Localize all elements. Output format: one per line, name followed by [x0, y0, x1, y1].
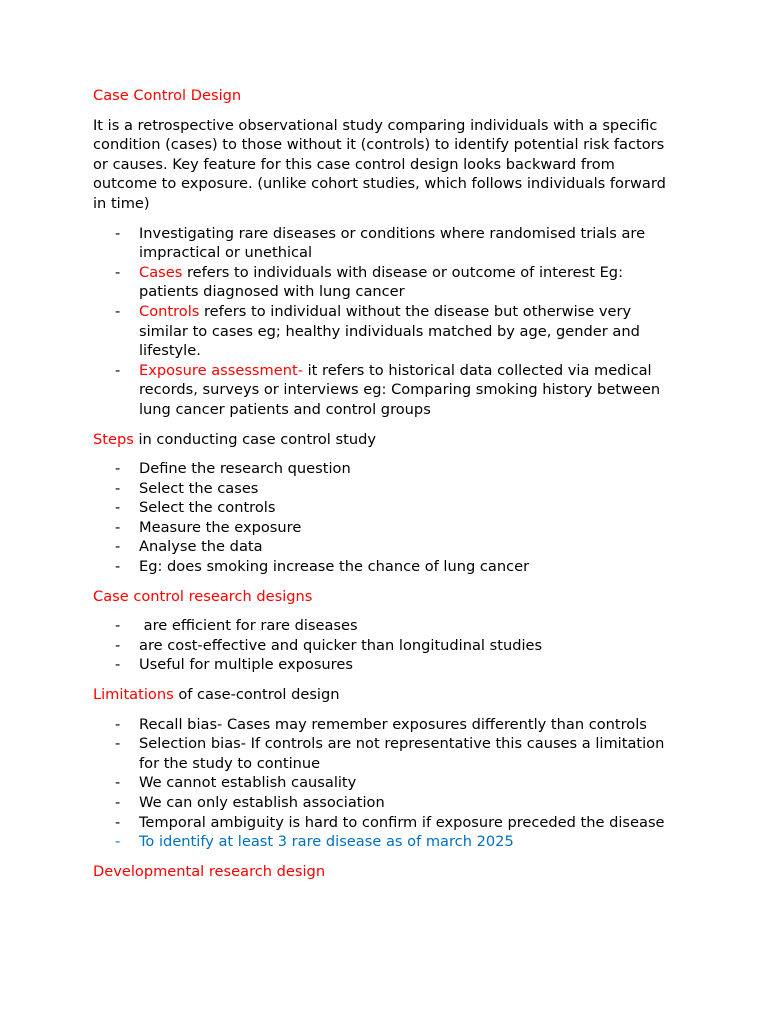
term-exposure-assessment: Exposure assessment- [139, 361, 303, 379]
list-item [93, 498, 683, 518]
dash-marker: - [115, 735, 121, 753]
dash-marker: - [115, 774, 121, 792]
designs-list [93, 616, 683, 675]
dash-marker: - [115, 813, 121, 831]
features-list [93, 224, 683, 420]
heading-limitations [93, 685, 683, 705]
list-item [93, 655, 683, 675]
list-item [93, 636, 683, 656]
item-text: Select the cases [139, 479, 259, 497]
list-item [93, 734, 683, 773]
list-item-note [93, 832, 683, 852]
list-item [93, 773, 683, 793]
item-text: are cost-effective and quicker than longitudinal studies [139, 636, 543, 654]
heading-case-control-research-designs: Case control research designs [93, 587, 313, 605]
item-text: refers to individual without the disease but otherwise very similar to cases eg; healthy individuals matched by age, gender and lifestyle. [139, 302, 640, 360]
dash-marker: - [115, 460, 121, 478]
item-text: Analyse the data [139, 538, 263, 556]
heading-case-control-design: Case Control Design [93, 87, 242, 104]
dash-marker: - [115, 656, 121, 674]
list-item [93, 224, 683, 263]
list-item [93, 813, 683, 833]
list-item [93, 459, 683, 479]
item-text: Define the research question [139, 460, 351, 478]
item-text: Eg: does smoking increase the chance of lung cancer [139, 558, 530, 576]
dash-marker: - [115, 715, 121, 733]
item-text: refers to individuals with disease or outcome of interest Eg: patients diagnosed with lung cancer [139, 263, 623, 301]
list-item [93, 263, 683, 302]
list-item [93, 715, 683, 735]
dash-marker: - [115, 617, 121, 635]
list-item [93, 302, 683, 361]
item-text: are efficient for rare diseases [139, 617, 358, 635]
item-text: Recall bias- Cases may remember exposures differently than controls [139, 715, 647, 733]
item-text: Selection bias- If controls are not representative this causes a limitation for the study to continue [139, 735, 665, 772]
dash-marker: - [115, 302, 121, 320]
limitations-heading-red: Limitations [93, 686, 174, 704]
intro-paragraph: It is a retrospective observational study comparing individuals with a specific condition (cases) to those without it (controls) to identify potential risk factors or causes. Key feature for this case control design looks backward from outcome to exposure. (unlike cohort studies, which follows individuals forward in time) [93, 116, 666, 212]
dash-marker: - [115, 636, 121, 654]
item-text: Temporal ambiguity is hard to confirm if exposure preceded the disease [139, 813, 665, 831]
dash-marker: - [115, 361, 121, 379]
term-controls: Controls [139, 302, 200, 320]
dash-marker: - [115, 263, 121, 281]
heading-steps [93, 430, 683, 450]
item-text: it refers to historical data collected via medical records, surveys or interviews eg: Comparing smoking history between lung cancer patients and control groups [139, 361, 661, 418]
item-text: Investigating rare diseases or conditions where randomised trials are impractical or unethical [139, 224, 646, 262]
list-item [93, 793, 683, 813]
list-item [93, 557, 683, 577]
dash-marker: - [115, 479, 121, 497]
heading-developmental-research-design: Developmental research design [93, 862, 326, 880]
item-text: Select the controls [139, 499, 276, 517]
steps-heading-text: in conducting case control study [133, 430, 376, 448]
list-item [93, 479, 683, 499]
list-item [93, 537, 683, 557]
item-text: Measure the exposure [139, 518, 302, 536]
item-text: We cannot establish causality [139, 774, 357, 792]
list-item [93, 616, 683, 636]
item-text: We can only establish association [139, 794, 385, 811]
dash-marker: - [115, 518, 121, 536]
term-cases: Cases [139, 263, 183, 281]
dash-marker: - [115, 833, 121, 851]
steps-list [93, 459, 683, 577]
list-item [93, 361, 683, 420]
limitations-heading-text: of case-control design [173, 686, 340, 704]
document-page [93, 86, 683, 881]
item-text: Useful for multiple exposures [139, 656, 353, 674]
list-item [93, 518, 683, 538]
dash-marker: - [115, 538, 121, 556]
dash-marker: - [115, 499, 121, 517]
steps-heading-red: Steps [93, 430, 134, 448]
dash-marker: - [115, 558, 121, 576]
dash-marker: - [115, 794, 121, 811]
limitations-list [93, 715, 683, 852]
item-text: To identify at least 3 rare disease as of march 2025 [139, 833, 514, 851]
dash-marker: - [115, 224, 121, 242]
